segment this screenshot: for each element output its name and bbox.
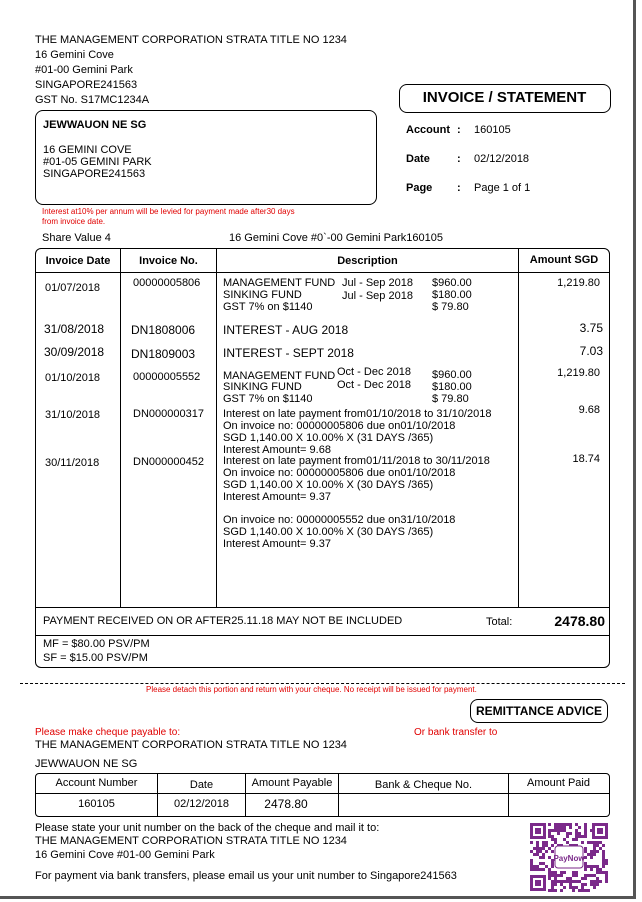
row3-amount: 7.03	[579, 344, 603, 358]
row5-line-2: On invoice no: 00000005806 due on01/10/2018	[223, 420, 456, 432]
row1-period-1: Jul - Sep 2018	[342, 277, 413, 289]
invoice-title: INVOICE / STATEMENT	[422, 89, 587, 106]
interest-note-1: Interest at10% per annum will be levied for payment made after30 days	[42, 207, 295, 216]
company-name: THE MANAGEMENT CORPORATION STRATA TITLE NO 1234	[35, 34, 347, 46]
col-divider-1	[120, 249, 121, 607]
row1-value-3: $ 79.80	[432, 301, 469, 313]
footer-bank-transfer-note: For payment via bank transfers, please email us your unit number to Singapore241563	[35, 870, 457, 882]
unit-reference: 16 Gemini Cove #0`-00 Gemini Park160105	[229, 232, 444, 244]
row6-line-1: Interest on late payment from01/11/2018 to 30/11/2018	[223, 455, 490, 467]
row3-invoice: DN1809003	[131, 347, 196, 361]
recipient-line-1: 16 GEMINI COVE	[43, 144, 132, 156]
row2-desc: INTEREST - AUG 2018	[223, 323, 349, 337]
table-header-divider	[36, 272, 609, 273]
row5-line-1: Interest on late payment from01/10/2018 to 31/10/2018	[223, 408, 492, 420]
remittance-title: REMITTANCE ADVICE	[476, 704, 602, 718]
account-label: Account	[406, 124, 450, 136]
header-amount: Amount SGD	[529, 254, 599, 266]
table-body-divider	[36, 607, 609, 608]
company-address-3: SINGAPORE241563	[35, 79, 138, 91]
row4-value-2: $180.00	[432, 381, 472, 393]
payee-name: THE MANAGEMENT CORPORATION STRATA TITLE NO 1234	[35, 739, 347, 751]
table-footer-divider	[36, 635, 609, 636]
row4-value-1: $960.00	[432, 369, 472, 381]
account-value: 160105	[474, 124, 511, 136]
bank-cheque-field[interactable]	[345, 796, 500, 812]
row3-desc: INTEREST - SEPT 2018	[223, 346, 354, 360]
page-value: Page 1 of 1	[474, 182, 531, 194]
remit-header-date: Date	[189, 779, 214, 791]
detach-line	[20, 683, 625, 684]
company-gst: GST No. S17MC1234A	[35, 94, 150, 106]
remit-value-account: 160105	[78, 798, 115, 810]
total-label: Total:	[486, 616, 513, 628]
row4-period-2: Oct - Dec 2018	[337, 379, 411, 391]
header-description: Description	[337, 255, 398, 267]
row4-date: 01/10/2018	[45, 372, 101, 384]
row6-line-6: On invoice no: 00000005552 due on31/10/2018	[223, 514, 456, 526]
amount-paid-field[interactable]	[512, 796, 604, 812]
remit-header-bank: Bank & Cheque No.	[374, 779, 473, 791]
rate-sf: SF = $15.00 PSV/PM	[43, 652, 148, 664]
row5-invoice: DN000000317	[133, 408, 204, 420]
row6-line-2: On invoice no: 00000005806 due on01/10/2018	[223, 467, 456, 479]
row1-value-2: $180.00	[432, 289, 472, 301]
col-divider-3	[518, 249, 519, 607]
row6-amount: 18.74	[572, 453, 600, 465]
row6-line-7: SGD 1,140.00 X 10.00% X (30 DAYS /365)	[223, 526, 434, 538]
row4-invoice: 00000005552	[133, 371, 201, 383]
remit-header-account: Account Number	[55, 777, 138, 789]
recipient-name: JEWWAUON NE SG	[43, 119, 147, 131]
page-colon: :	[457, 182, 461, 194]
row1-desc-1: MANAGEMENT FUND	[223, 277, 336, 289]
row4-period-1: Oct - Dec 2018	[337, 366, 411, 378]
date-label: Date	[406, 153, 430, 165]
recipient-line-3: SINGAPORE241563	[43, 168, 146, 180]
header-invoice-date: Invoice Date	[45, 255, 111, 267]
row2-amount: 3.75	[579, 321, 603, 335]
row4-amount: 1,219.80	[557, 367, 600, 379]
footer-payee: THE MANAGEMENT CORPORATION STRATA TITLE NO 1234	[35, 835, 347, 847]
total-value: 2478.80	[554, 613, 605, 629]
row5-line-3: SGD 1,140.00 X 10.00% X (31 DAYS /365)	[223, 432, 434, 444]
row6-line-8: Interest Amount= 9.37	[223, 538, 331, 550]
company-address-1: 16 Gemini Cove	[35, 49, 114, 61]
qr-code-icon	[528, 821, 610, 893]
recipient-line-2: #01-05 GEMINI PARK	[43, 156, 152, 168]
company-address-2: #01-00 Gemini Park	[35, 64, 133, 76]
cheque-payable-label: Please make cheque payable to:	[35, 727, 181, 738]
row4-desc-2: SINKING FUND	[223, 381, 302, 393]
row4-value-3: $ 79.80	[432, 393, 469, 405]
rate-mf: MF = $80.00 PSV/PM	[43, 638, 150, 650]
row1-period-2: Jul - Sep 2018	[342, 290, 413, 302]
page-label: Page	[406, 182, 433, 194]
row1-desc-2: SINKING FUND	[223, 289, 302, 301]
row1-invoice: 00000005806	[133, 277, 201, 289]
footer-instruction: Please state your unit number on the back of the cheque and mail it to:	[35, 822, 380, 834]
row1-desc-3: GST 7% on $1140	[223, 301, 313, 313]
date-value: 02/12/2018	[474, 153, 530, 165]
header-invoice-no: Invoice No.	[139, 255, 198, 267]
row2-date: 31/08/2018	[44, 322, 105, 336]
remit-value-payable: 2478.80	[264, 797, 308, 811]
row1-value-1: $960.00	[432, 277, 472, 289]
row2-invoice: DN1808006	[131, 323, 196, 337]
date-colon: :	[457, 153, 461, 165]
col-divider-2	[216, 249, 217, 607]
qr-label: PayNow	[553, 854, 585, 863]
row6-line-4: Interest Amount= 9.37	[223, 491, 331, 503]
row6-date: 30/11/2018	[45, 457, 100, 469]
row6-line-3: SGD 1,140.00 X 10.00% X (30 DAYS /365)	[223, 479, 434, 491]
row4-desc-3: GST 7% on $1140	[223, 393, 313, 405]
payment-cutoff-note: PAYMENT RECEIVED ON OR AFTER25.11.18 MAY NOT BE INCLUDED	[43, 615, 403, 627]
remit-header-paid: Amount Paid	[527, 777, 590, 789]
remit-header-payable: Amount Payable	[251, 777, 333, 789]
interest-note-2: from invoice date.	[42, 217, 106, 226]
row4-desc-1: MANAGEMENT FUND	[223, 370, 336, 382]
row1-amount: 1,219.80	[557, 277, 600, 289]
row3-date: 30/09/2018	[44, 345, 105, 359]
remit-value-date: 02/12/2018	[173, 798, 230, 810]
remittance-table-divider	[36, 793, 609, 794]
row6-invoice: DN000000452	[133, 456, 204, 468]
bank-transfer-label: Or bank transfer to	[414, 727, 498, 738]
row5-date: 31/10/2018	[45, 409, 101, 421]
row1-date: 01/07/2018	[45, 282, 101, 294]
footer-address: 16 Gemini Cove #01-00 Gemini Park	[35, 849, 215, 861]
share-value: Share Value 4	[42, 232, 111, 244]
detach-note: Please detach this portion and return with your cheque. No receipt will be issued for payment.	[146, 685, 477, 694]
row5-line-4: Interest Amount= 9.68	[223, 444, 331, 456]
account-colon: :	[457, 124, 461, 136]
remitter-name: JEWWAUON NE SG	[35, 758, 138, 770]
row5-amount: 9.68	[578, 404, 600, 416]
